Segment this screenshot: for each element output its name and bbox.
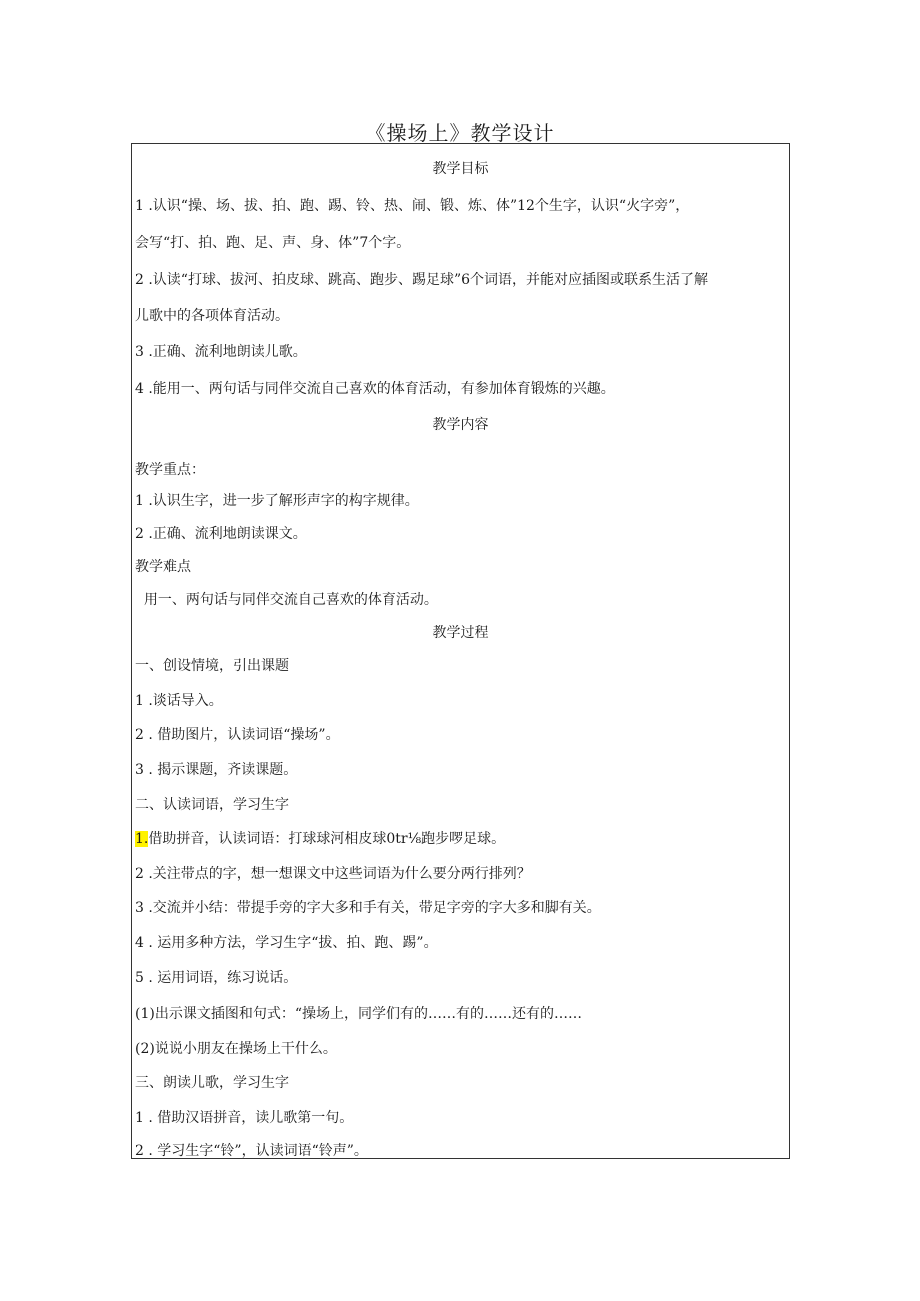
content-heading: 教学内容 [432, 417, 489, 433]
content-line: 教学重点： [135, 462, 205, 478]
process-line: 5 . 运用词语，练习说话。 [135, 970, 298, 986]
document-title: 《操场上》教学设计 [365, 121, 555, 145]
goal-line: 4 .能用一、两句话与同伴交流自己喜欢的体育活动，有参加体育锻炼的兴趣。 [135, 381, 615, 397]
goals-heading: 教学目标 [432, 161, 489, 177]
process-line: 三、朗读儿歌，学习生字 [135, 1075, 289, 1091]
process-line-text: 借助拼音，认读词语：打球球河相皮球0tr⅛跑步啰足球。 [148, 831, 506, 847]
process-line: 3 . 揭示课题，齐读课题。 [135, 762, 298, 778]
process-line-highlighted [135, 830, 505, 848]
process-heading: 教学过程 [432, 625, 489, 641]
goal-line: 1 .认识“操、场、拔、拍、跑、踢、铃、热、闹、锻、炼、体”12个生字，认识“火字旁”， [135, 198, 690, 214]
process-line: 1 . 借助汉语拼音，读儿歌第一句。 [135, 1110, 354, 1126]
goal-line: 3 .正确、流利地朗读儿歌。 [135, 344, 307, 360]
content-line: 1 .认识生字，进一步了解形声字的构字规律。 [135, 493, 419, 509]
goal-line: 2 .认读“打球、拔河、拍皮球、跳高、跑步、踢足球”6个词语，并能对应插图或联系生活了解 [135, 272, 709, 288]
process-line: 1 .谈话导入。 [135, 693, 223, 709]
content-line: 2 .正确、流利地朗读课文。 [135, 526, 307, 542]
goal-line: 儿歌中的各项体育活动。 [135, 308, 289, 324]
process-line: 2 . 借助图片，认读词语“操场”。 [135, 727, 340, 743]
process-line: 2 .关注带点的字，想一想课文中这些词语为什么要分两行排列？ [135, 866, 531, 882]
process-line: 一、创设情境，引出课题 [135, 658, 289, 674]
process-line: 二、认读词语，学习生字 [135, 797, 289, 813]
process-line: (1)出示课文插图和句式：“操场上，同学们有的……有的……还有的…… [135, 1006, 582, 1022]
highlight-marker: 1. [135, 831, 149, 847]
content-line: 用一、两句话与同伴交流自己喜欢的体育活动。 [135, 592, 438, 608]
process-line: 3 .交流并小结：带提手旁的字大多和手有关，带足字旁的字大多和脚有关。 [135, 900, 601, 916]
content-line: 教学难点 [135, 559, 191, 575]
process-line: (2)说说小朋友在操场上干什么。 [135, 1041, 337, 1057]
process-line: 4 . 运用多种方法，学习生字“拔、拍、跑、踢”。 [135, 935, 438, 951]
goal-line: 会写“打、拍、跑、足、声、身、体”7个字。 [135, 235, 411, 251]
process-line: 2 . 学习生字“铃”，认读词语“铃声”。 [135, 1143, 368, 1159]
